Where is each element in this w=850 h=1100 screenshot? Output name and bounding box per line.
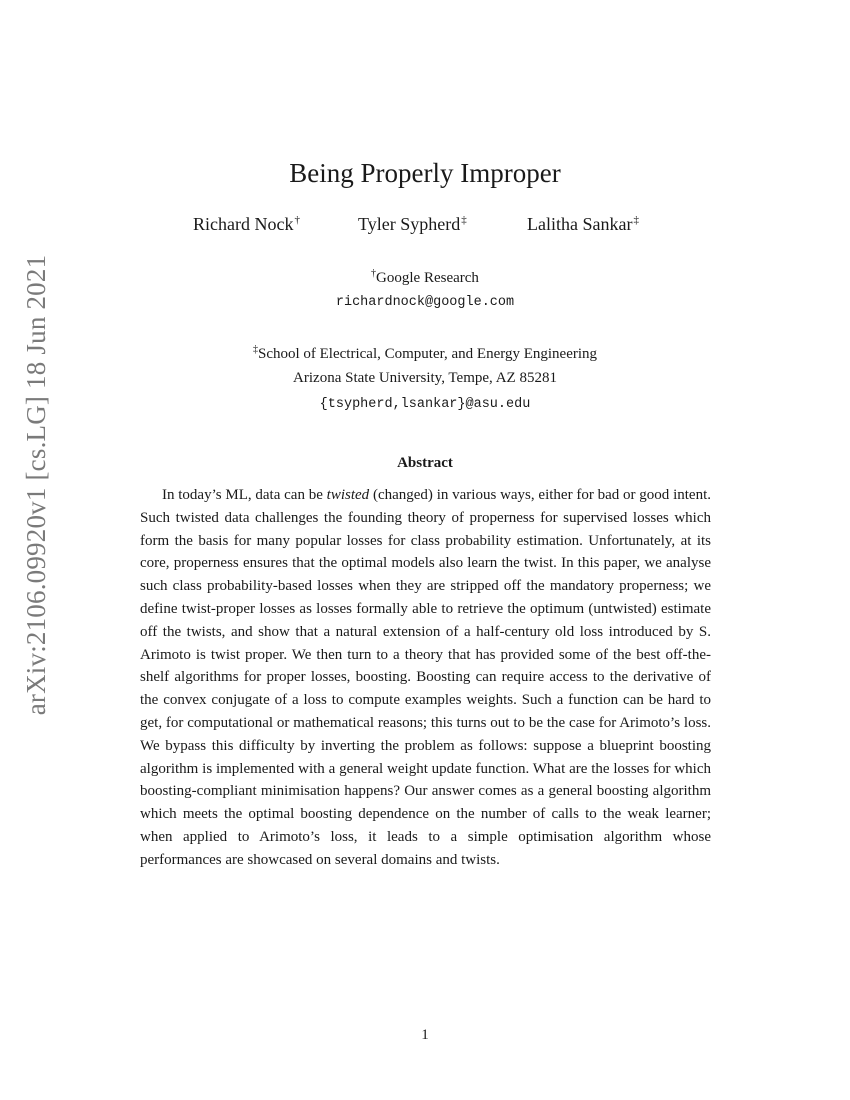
- affiliation-institution: School of Electrical, Computer, and Energy Engineering: [257, 346, 598, 362]
- email-asu: {tsypherd,lsankar}@asu.edu: [319, 397, 531, 412]
- author-richard-nock: [193, 214, 300, 235]
- author-affiliation-mark: †: [294, 214, 300, 226]
- affiliation-institution: Google Research: [376, 270, 479, 286]
- author-name: Richard Nock: [193, 214, 294, 234]
- affiliation-address: Arizona State University, Tempe, AZ 85281: [293, 370, 557, 386]
- author-affiliation-mark: ‡: [461, 214, 467, 226]
- arxiv-identifier-stamp: arXiv:2106.09920v1 [cs.LG] 18 Jun 2021: [21, 254, 51, 716]
- author-name: Tyler Sypherd: [358, 214, 461, 234]
- abstract-lead: In today’s ML, data can be: [162, 487, 327, 503]
- email-google: richardnock@google.com: [335, 295, 515, 310]
- author-tyler-sypherd: [358, 214, 467, 235]
- author-name: Lalitha Sankar: [527, 214, 633, 234]
- affiliation-google: [0, 268, 850, 287]
- page-number: 1: [421, 1027, 429, 1043]
- affiliation-asu: [0, 344, 850, 363]
- abstract-heading: Abstract: [397, 455, 453, 471]
- author-list: [0, 214, 850, 238]
- paper-title: Being Properly Improper: [289, 158, 561, 188]
- abstract-text: [140, 484, 711, 872]
- abstract-emphasis: twisted: [326, 487, 370, 503]
- abstract-body: (changed) in various ways, either for bad or good intent. Such twisted data challenges the founding theory of properness for supervised losses which form the basis for many popular losses for class probability estimation. Unfortunately, at its core, properness ensures that the optimal models also learn the twist. In this paper, we analyse such class probability-based losses when they are stripped off the mandatory properness; we define twist-proper losses as losses formally able to retrieve the optimum (untwisted) estimate off the twists, and show that a natural extension of a half-century old loss introduced by S. Arimoto is twist proper. We then turn to a theory that has provided some of the best off-the-shelf algorithms for proper losses, boosting. Boosting can require access to the derivative of the convex conjugate of a loss to compute examples weights. Such a function can be hard to get, for computational or mathematical reasons; this turns out to be the case for Arimoto’s loss. We bypass this difficulty by inverting the problem as follows: suppose a blueprint boosting algorithm is implemented with a general weight update function. What are the losses for which boosting-compliant minimisation happens? Our answer comes as a general boosting algorithm which meets the optimal boosting dependence on the number of calls to the weak learner; when applied to Arimoto’s loss, it leads to a simple optimisation algorithm whose performances are showcased on several domains and twists.: [140, 487, 711, 868]
- affiliation-mark: †: [371, 268, 377, 279]
- author-lalitha-sankar: [527, 214, 639, 235]
- affiliation-mark: ‡: [252, 344, 258, 355]
- author-affiliation-mark: ‡: [633, 214, 639, 226]
